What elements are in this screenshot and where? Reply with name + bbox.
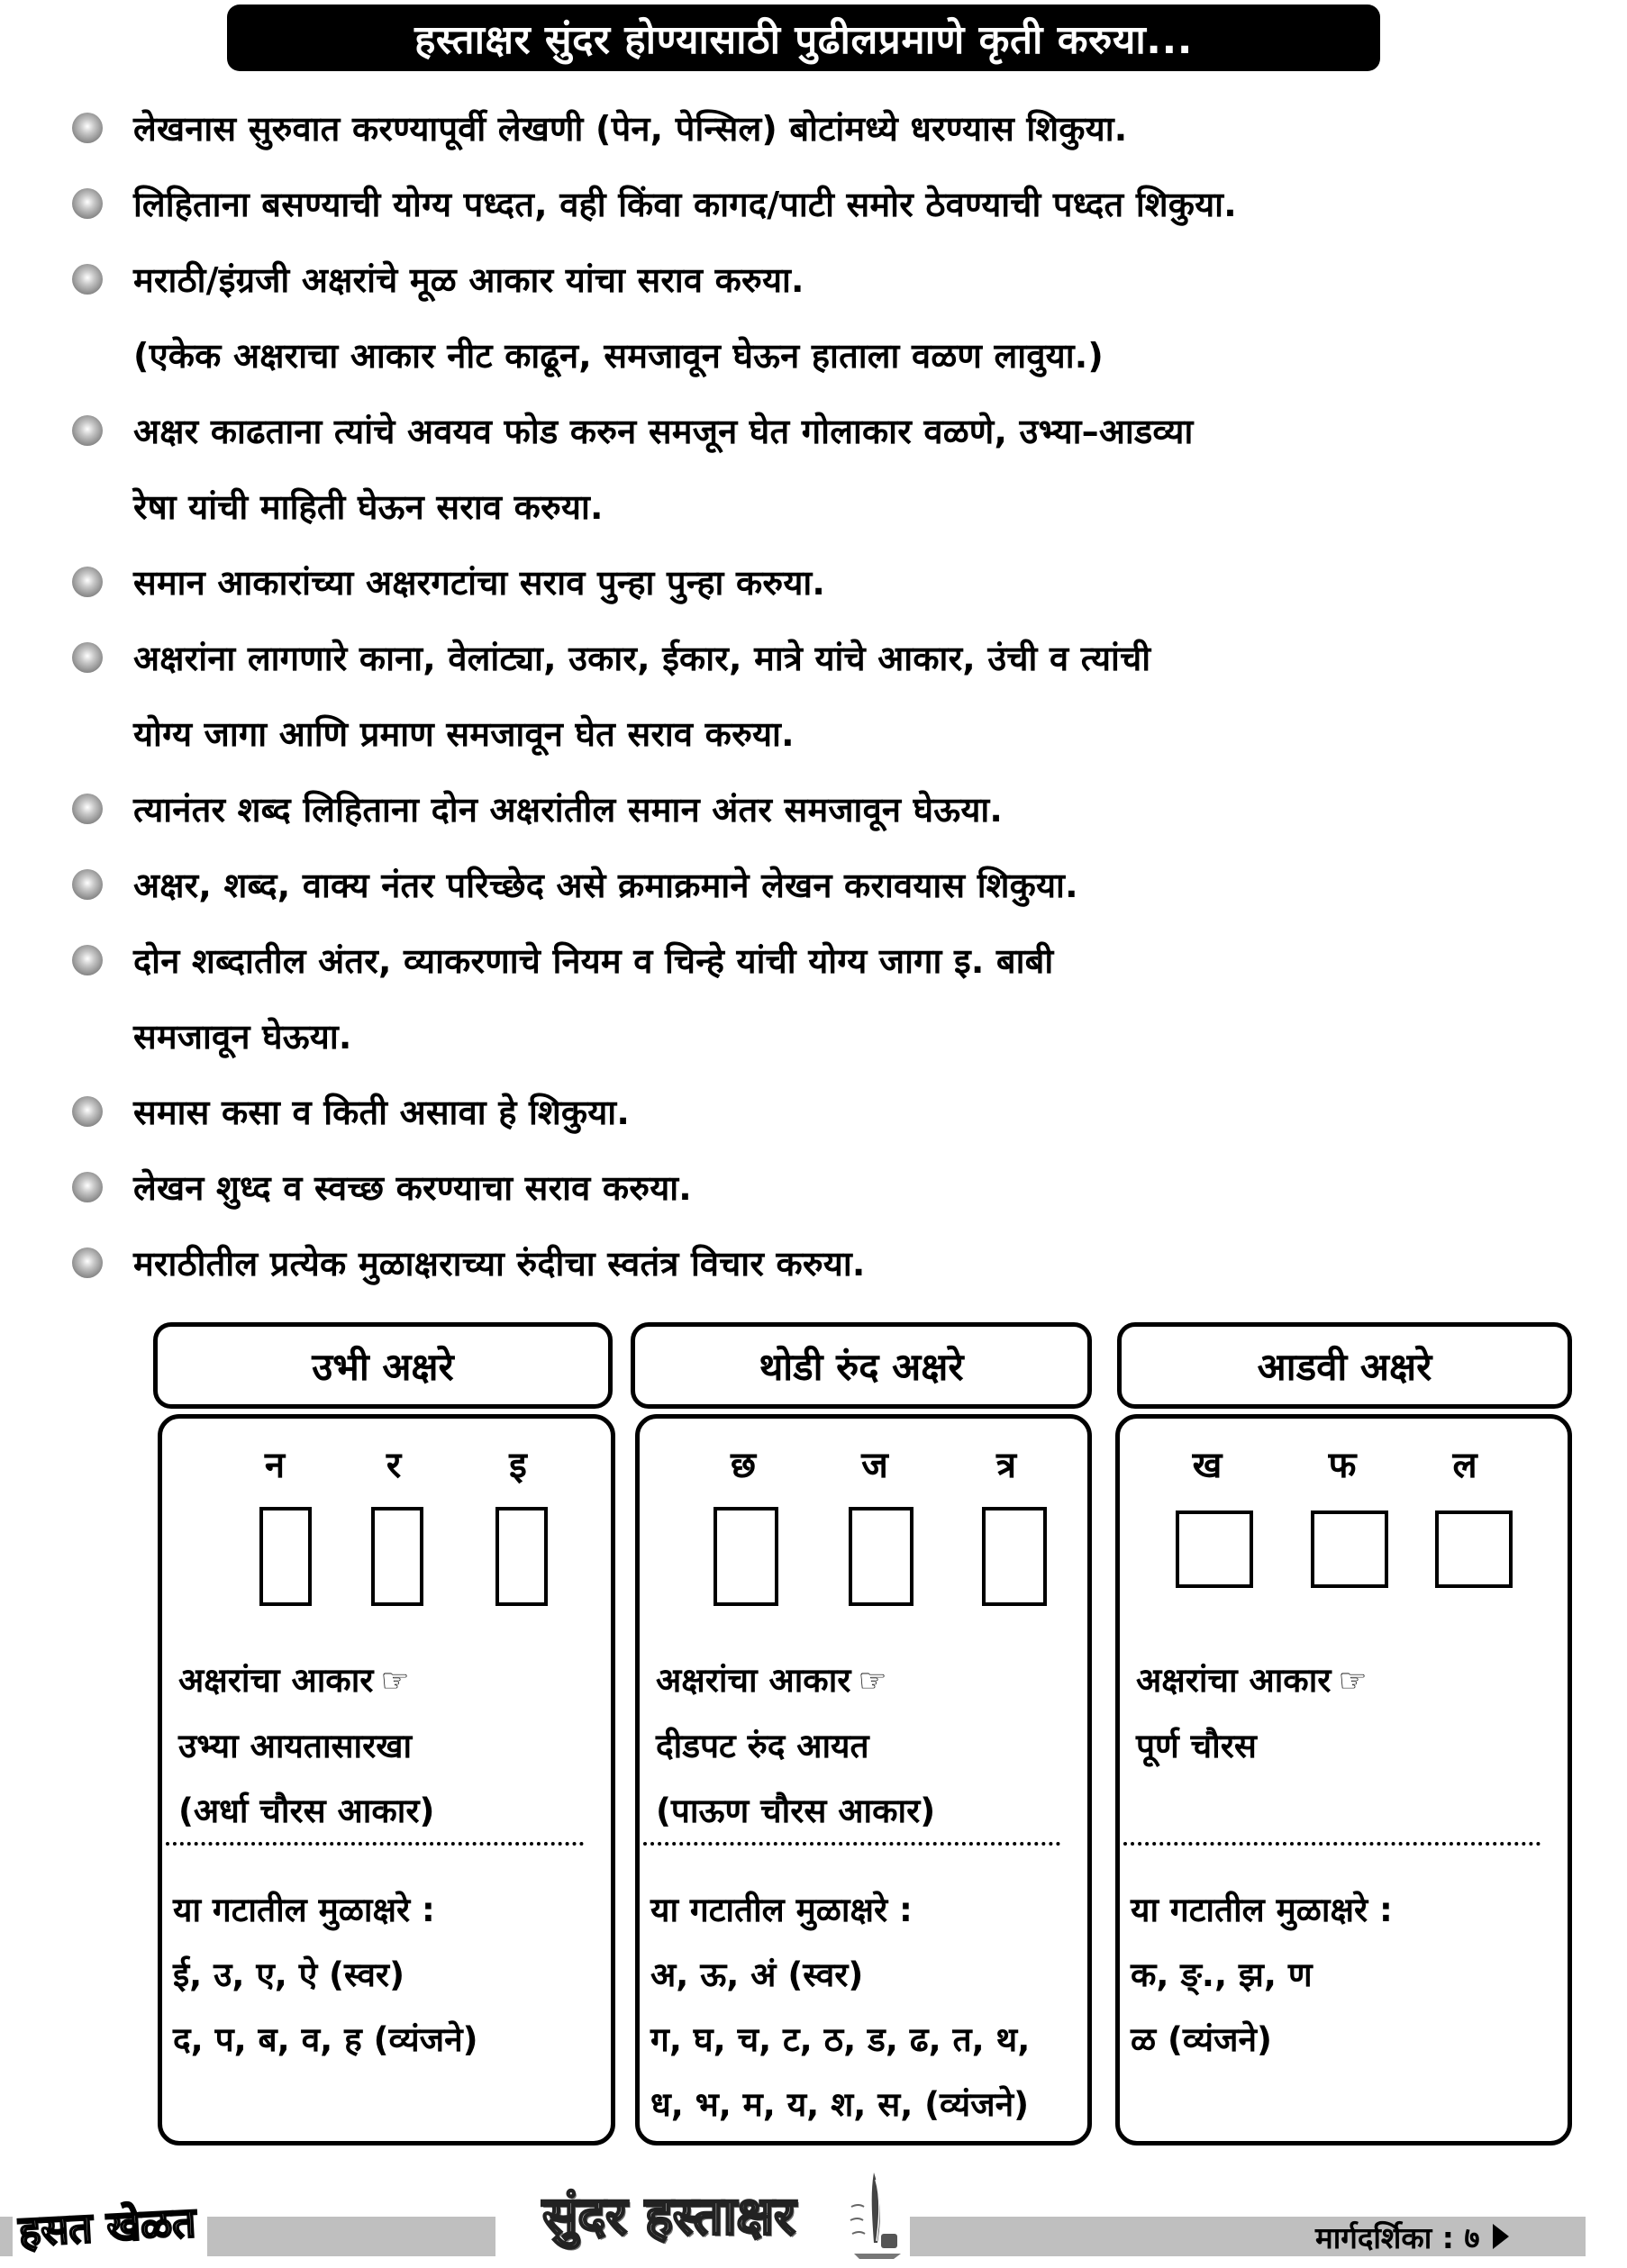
example-letters <box>162 1438 611 1492</box>
instruction-text: रेषा यांची माहिती घेऊन सराव करुया. <box>133 487 604 527</box>
example-letter: छ <box>730 1445 757 1486</box>
shape-line: उभ्या आयतासारखा <box>178 1727 413 1765</box>
sphere-bullet-icon <box>72 188 103 219</box>
instruction-text: अक्षरांना लागणारे काना, वेलांट्या, उकार, ईकार, मात्रे यांचे आकार, उंची व त्यांची <box>133 639 1151 678</box>
shape-title <box>178 1648 434 1714</box>
column-card <box>1115 1414 1572 2146</box>
group-line: द, प, ब, व, ह (व्यंजने) <box>173 2020 478 2059</box>
sphere-bullet-icon <box>72 1247 103 1278</box>
instruction-text: दोन शब्दातील अंतर, व्याकरणाचे नियम व चिन्हे यांची योग्य जागा इ. बाबी <box>133 941 1054 981</box>
shape-outline-box <box>714 1507 778 1606</box>
example-letter: ज <box>861 1445 888 1486</box>
instruction-line <box>70 1149 1602 1225</box>
instruction-text: अक्षर काढताना त्यांचे अवयव फोड करुन समजून घेत गोलाकार वळणे, उभ्या–आडव्या <box>133 412 1194 451</box>
group-title: या गटातील मुळाक्षरे : <box>650 1891 913 1929</box>
sphere-bullet-icon <box>72 794 103 824</box>
instruction-text: (एकेक अक्षराचा आकार नीट काढून, समजावून घेऊन हाताला वळण लावुया.) <box>133 336 1104 376</box>
group-title: या गटातील मुळाक्षरे : <box>1131 1891 1393 1929</box>
shape-outline-box <box>259 1507 312 1606</box>
instruction-line <box>70 90 1602 166</box>
page-number-label: मार्गदर्शिका : ७ <box>1315 2219 1480 2255</box>
footer-page-label <box>1315 2218 1509 2254</box>
instruction-line <box>70 771 1602 847</box>
pointing-hand-icon: ☞ <box>380 1663 410 1700</box>
shape-description <box>656 1648 935 1844</box>
page-title-banner <box>227 5 1380 71</box>
instruction-text: समान आकारांच्या अक्षरगटांचा सराव पुन्हा पुन्हा करुया. <box>133 563 826 603</box>
column-card <box>635 1414 1092 2146</box>
dotted-divider <box>643 1842 1060 1846</box>
instruction-text: योग्य जागा आणि प्रमाण समजावून घेत सराव करुया. <box>133 714 795 754</box>
instruction-text: लिहिताना बसण्याची योग्य पध्दत, वही किंवा कागद/पाटी समोर ठेवण्याची पध्दत शिकुया. <box>133 185 1237 224</box>
instruction-line <box>70 166 1602 241</box>
instruction-line <box>70 1074 1602 1149</box>
instruction-text: समास कसा व किती असावा हे शिकुया. <box>133 1093 630 1132</box>
triangle-right-icon[interactable] <box>1493 2224 1509 2249</box>
instruction-line <box>70 695 1602 771</box>
instruction-line <box>70 1225 1602 1301</box>
instruction-line <box>70 998 1602 1074</box>
shape-outline-box <box>495 1507 548 1606</box>
shape-boxes <box>640 1507 1087 1615</box>
shape-line: पूर्ण चौरस <box>1136 1727 1257 1765</box>
sphere-bullet-icon <box>72 1096 103 1127</box>
instruction-line <box>70 922 1602 998</box>
example-letter: इ <box>509 1445 527 1486</box>
page-title: हस्ताक्षर सुंदर होण्यासाठी पुढीलप्रमाणे कृती करुया... <box>414 17 1193 63</box>
shape-title <box>656 1648 935 1714</box>
instruction-line <box>70 393 1602 468</box>
column-heading: थोडी रुंद अक्षरे <box>631 1322 1092 1409</box>
example-letter: त्र <box>995 1445 1017 1486</box>
group-line: ग, घ, च, ट, ठ, ड, ढ, त, थ, <box>650 2020 1031 2059</box>
shape-outline-box <box>1435 1510 1513 1588</box>
shape-boxes <box>162 1507 611 1615</box>
shape-description <box>178 1648 434 1844</box>
sphere-bullet-icon <box>72 567 103 597</box>
group-line: अ, ऊ, अं (स्वर) <box>650 1955 864 1994</box>
shape-outline-box <box>371 1507 423 1606</box>
shape-outline-box <box>1176 1510 1253 1588</box>
sphere-bullet-icon <box>72 642 103 673</box>
letter-group-list <box>1131 1878 1393 2073</box>
shape-title-text: अक्षरांचा आकार <box>1136 1661 1332 1700</box>
shape-description <box>1136 1648 1368 1779</box>
dotted-divider <box>1123 1842 1541 1846</box>
example-letter: ल <box>1452 1445 1477 1486</box>
sphere-bullet-icon <box>72 869 103 900</box>
sphere-bullet-icon <box>72 945 103 975</box>
footer-band-middle <box>207 2217 495 2256</box>
letter-group-list <box>650 1878 1030 2137</box>
example-letters <box>1120 1438 1568 1492</box>
instruction-text: लेखन शुध्द व स्वच्छ करण्याचा सराव करुया. <box>133 1168 692 1208</box>
dotted-divider <box>166 1842 584 1846</box>
instruction-line <box>70 620 1602 695</box>
example-letter: फ <box>1328 1445 1357 1486</box>
instruction-text: त्यानंतर शब्द लिहिताना दोन अक्षरांतील समान अंतर समजावून घेऊया. <box>133 790 1004 830</box>
shape-outline-box <box>1311 1510 1388 1588</box>
instruction-line <box>70 544 1602 620</box>
footer-band-left <box>0 2217 13 2256</box>
group-line: ध, भ, म, य, श, स, (व्यंजने) <box>650 2085 1030 2124</box>
shape-boxes <box>1120 1510 1568 1619</box>
group-line: ळ (व्यंजने) <box>1131 2020 1272 2059</box>
instruction-text: मराठी/इंग्रजी अक्षरांचे मूळ आकार यांचा सराव करुया. <box>133 260 804 300</box>
logo-sundar-hastakshar: सुंदर हस्ताक्षर <box>500 2162 838 2265</box>
shape-title-text: अक्षरांचा आकार <box>656 1661 851 1700</box>
instruction-text: मराठीतील प्रत्येक मुळाक्षराच्या रुंदीचा स्वतंत्र विचार करुया. <box>133 1244 866 1284</box>
example-letters <box>640 1438 1087 1492</box>
group-title: या गटातील मुळाक्षरे : <box>173 1891 435 1929</box>
group-line: क, ङ्., झ, ण <box>1131 1955 1313 1994</box>
example-letter: न <box>264 1445 286 1486</box>
shape-title-text: अक्षरांचा आकार <box>178 1661 374 1700</box>
pointing-hand-icon: ☞ <box>1338 1663 1368 1700</box>
sphere-bullet-icon <box>72 415 103 446</box>
logo-hasat-khelat: हसत खेळत <box>16 2186 198 2265</box>
column-heading: उभी अक्षरे <box>153 1322 613 1409</box>
instruction-text: समजावून घेऊया. <box>133 1017 352 1057</box>
column-heading: आडवी अक्षरे <box>1117 1322 1572 1409</box>
sphere-bullet-icon <box>72 264 103 295</box>
example-letter: ख <box>1192 1445 1223 1486</box>
instruction-text: अक्षर, शब्द, वाक्य नंतर परिच्छेद असे क्रमाक्रमाने लेखन करावयास शिकुया. <box>133 866 1078 905</box>
example-letter: र <box>386 1445 402 1486</box>
shape-outline-box <box>982 1507 1047 1606</box>
instruction-line <box>70 468 1602 544</box>
instruction-line <box>70 317 1602 393</box>
sphere-bullet-icon <box>72 1172 103 1202</box>
column-card <box>158 1414 615 2146</box>
shape-line: (पाऊण चौरस आकार) <box>656 1792 936 1830</box>
instruction-line <box>70 847 1602 922</box>
shape-title <box>1136 1648 1368 1714</box>
instruction-text: लेखनास सुरुवात करण्यापूर्वी लेखणी (पेन, पेन्सिल) बोटांमध्ये धरण्यास शिकुया. <box>133 109 1128 149</box>
group-line: ई, उ, ए, ऐ (स्वर) <box>173 1955 404 1994</box>
instruction-line <box>70 241 1602 317</box>
shape-line: दीडपट रुंद आयत <box>656 1727 869 1765</box>
quill-pen-icon <box>847 2171 905 2261</box>
shape-outline-box <box>849 1507 913 1606</box>
pointing-hand-icon: ☞ <box>858 1663 887 1700</box>
letter-group-list <box>173 1878 478 2073</box>
sphere-bullet-icon <box>72 113 103 143</box>
shape-line: (अर्धा चौरस आकार) <box>178 1792 435 1830</box>
